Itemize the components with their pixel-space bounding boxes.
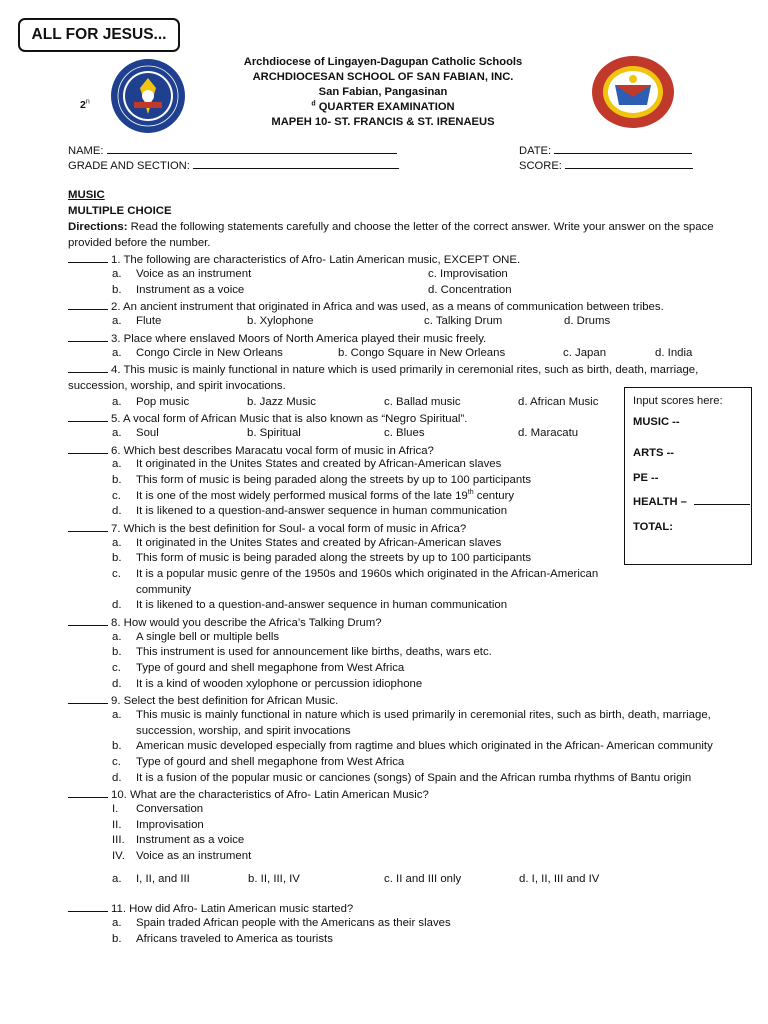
quarter-number: 2$^n$ [80, 98, 90, 111]
motto-badge: ALL FOR JESUS... [18, 18, 180, 52]
date-field[interactable]: DATE: [519, 143, 692, 160]
q1-options-row2: b. Instrument as a voice d. Concentration [112, 283, 512, 296]
q8-option-b: b. This instrument is used for announcement like births, deaths, wars etc. [112, 646, 492, 659]
q2-options: a. Flute b. Xylophone c. Talking Drum d. Drums [112, 315, 611, 328]
q7-option-d: d. It is likened to a question-and-answer sequence in human communication [112, 599, 508, 612]
pe-score[interactable]: PE -- [633, 472, 659, 484]
answer-blank[interactable] [68, 361, 108, 373]
question-3: 3. Place where enslaved Moors of North America played their music freely. [68, 330, 740, 346]
q7-option-b: b. This form of music is being paraded along the streets by up to 100 participants [112, 552, 532, 565]
question-7: 7. Which is the best definition for Soul- a vocal form of music in Africa? [68, 520, 740, 536]
q6-option-a: a. It originated in the Unites States and created by African-American slaves [112, 458, 502, 471]
score-box [624, 387, 752, 565]
answer-blank[interactable] [68, 520, 108, 532]
arts-score[interactable]: ARTS -- [633, 447, 675, 459]
question-5: 5. A vocal form of African Music that is also known as “Negro Spiritual”. [68, 410, 740, 426]
school-seal-logo [591, 55, 675, 129]
question-11: 11. How did Afro- Latin American music started? [68, 900, 740, 916]
answer-blank[interactable] [68, 410, 108, 422]
subject-title: MAPEH 10- ST. FRANCIS & ST. IRENAEUS [271, 116, 495, 128]
q10-options: a. I, II, and III b. II, III, IV c. II and III only d. I, II, III and IV [112, 872, 600, 885]
score-field[interactable]: SCORE: [519, 158, 693, 175]
q7-option-c: c. It is a popular music genre of the 1950s and 1960s which originated in the African-American community [112, 568, 599, 596]
answer-blank[interactable] [68, 692, 108, 704]
q9-option-d: d. It is a fusion of the popular music or canciones (songs) of Spain and the African rumba rhythms of Bantu origin [112, 771, 692, 784]
answer-blank[interactable] [68, 614, 108, 626]
health-score[interactable]: HEALTH – [633, 495, 750, 511]
q10-item-iv: IV. Voice as an instrument [112, 849, 252, 862]
answer-blank[interactable] [68, 330, 108, 342]
q9-option-c: c. Type of gourd and shell megaphone from West Africa [112, 755, 405, 768]
q8-option-d: d. It is a kind of wooden xylophone or percussion idiophone [112, 677, 423, 690]
header-block [200, 55, 566, 130]
grade-section-field[interactable]: GRADE AND SECTION: [68, 158, 399, 175]
question-1: 1. The following are characteristics of Afro- Latin American music, EXCEPT ONE. [68, 251, 740, 267]
question-10: 10. What are the characteristics of Afro- Latin American Music? [68, 786, 740, 802]
section-title: MUSIC [68, 189, 105, 201]
scorebox-title: Input scores here: [633, 395, 723, 407]
q6-option-c: c. It is one of the most widely performed musical forms of the late 19th century [112, 488, 515, 502]
diocese-name: Archdiocese of Lingayen-Dagupan Catholic Schools [243, 56, 523, 68]
question-4: 4. This music is mainly functional in nature which is used primarily in ceremonial rites, such as birth, death, marriage, succession, worship, and spirit invocations. [68, 361, 740, 394]
question-8: 8. How would you describe the Africa’s Talking Drum? [68, 614, 740, 630]
q7-option-a: a. It originated in the Unites States and created by African-American slaves [112, 536, 502, 549]
answer-blank[interactable] [68, 298, 108, 310]
deped-seal-logo [110, 58, 186, 134]
q8-option-c: c. Type of gourd and shell megaphone from West Africa [112, 662, 405, 675]
question-9: 9. Select the best definition for African Music. [68, 692, 740, 708]
answer-blank[interactable] [68, 442, 108, 454]
q5-options: a. Soul b. Spiritual c. Blues d. Maracatu [112, 426, 579, 439]
q3-options: a. Congo Circle in New Orleans b. Congo Square in New Orleans c. Japan d. India [112, 346, 693, 359]
question-2: 2. An ancient instrument that originated in Africa and was used, as a means of communication between tribes. [68, 298, 740, 314]
answer-blank[interactable] [68, 251, 108, 263]
q10-item-i: I. Conversation [112, 802, 204, 815]
exam-content [68, 188, 740, 947]
q11-option-a: a. Spain traded African people with the Americans as their slaves [112, 917, 451, 930]
question-6: 6. Which best describes Maracatu vocal form of music in Africa? [68, 442, 740, 458]
q10-item-ii: II. Improvisation [112, 818, 204, 831]
music-score[interactable]: MUSIC -- [633, 416, 680, 428]
q9-option-a: a. This music is mainly functional in nature which is used primarily in ceremonial rites, such as birth, death, marriage, succession, worship, and spirit invocations [112, 709, 711, 737]
directions: Directions: Read the following statements carefully and choose the letter of the correct answer. Write your answer on the space provided before the number. [68, 221, 714, 250]
q8-option-a: a. A single bell or multiple bells [112, 630, 280, 643]
q6-option-b: b. This form of music is being paraded along the streets by up to 100 participants [112, 474, 532, 487]
q1-options-row1: a. Voice as an instrument c. Improvisation [112, 268, 508, 281]
q11-option-b: b. Africans traveled to America as tourists [112, 932, 333, 945]
q10-item-iii: III. Instrument as a voice [112, 834, 245, 847]
exam-title: $^d$ QUARTER EXAMINATION [311, 100, 455, 113]
section-subtitle: MULTIPLE CHOICE [68, 204, 172, 217]
q4-options: a. Pop music b. Jazz Music c. Ballad music d. African Music [112, 395, 599, 408]
name-field[interactable]: NAME: [68, 143, 397, 160]
school-location: San Fabian, Pangasinan [318, 86, 448, 98]
answer-blank[interactable] [68, 900, 108, 912]
total-score[interactable]: TOTAL: [633, 521, 673, 533]
q6-option-d: d. It is likened to a question-and-answer sequence in human communication [112, 505, 508, 518]
school-name: ARCHDIOCESAN SCHOOL OF SAN FABIAN, INC. [252, 71, 514, 83]
answer-blank[interactable] [68, 786, 108, 798]
q9-option-b: b. American music developed especially from ragtime and blues which originated in the African- American community [112, 740, 713, 753]
